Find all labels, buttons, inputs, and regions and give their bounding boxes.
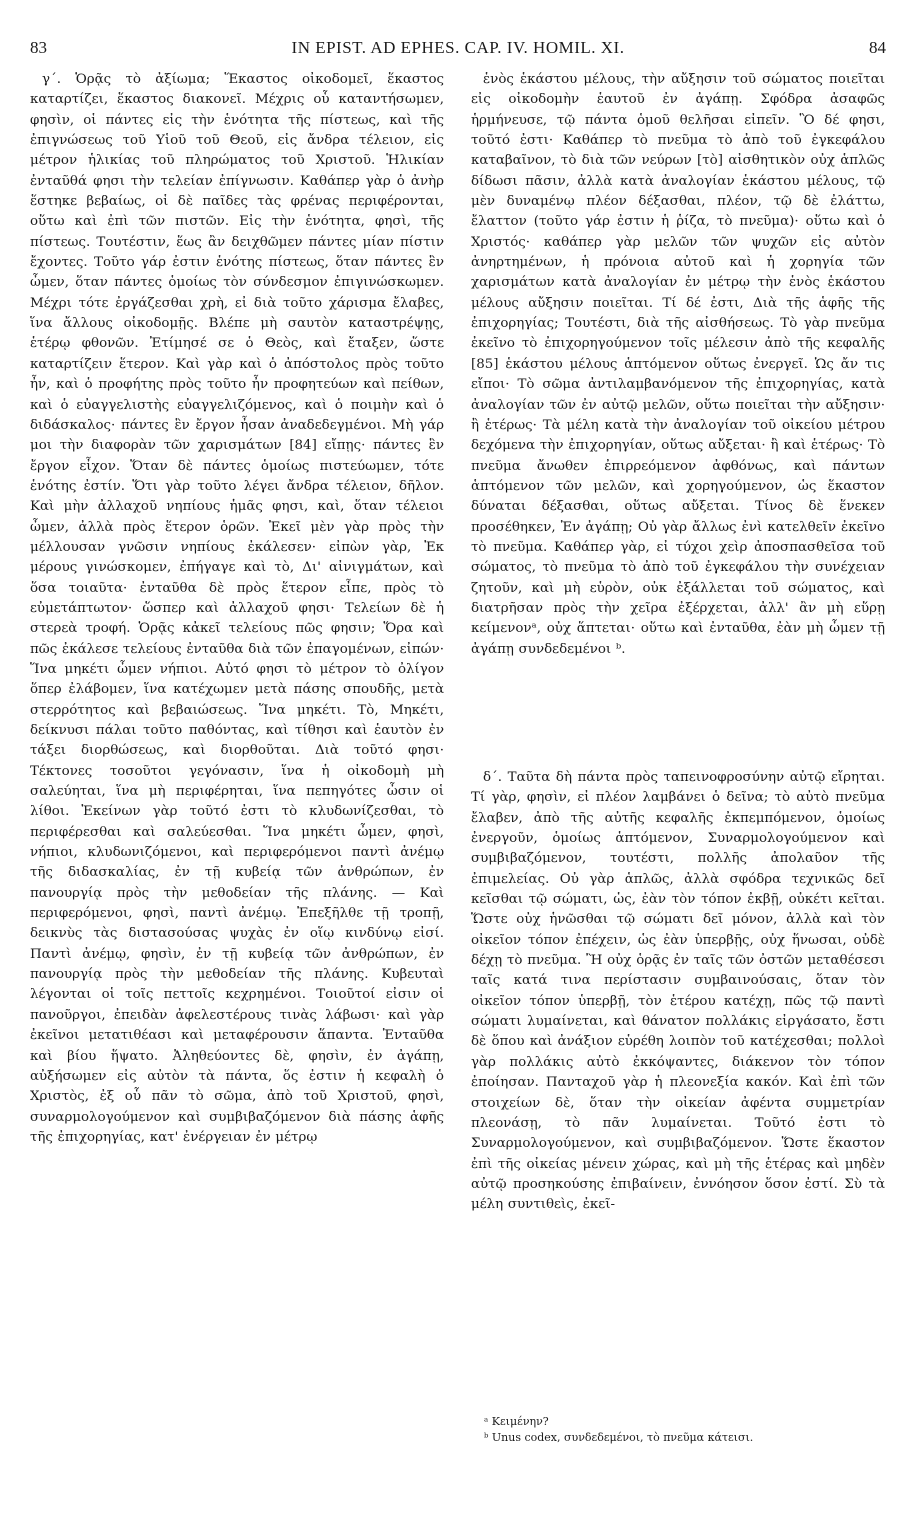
- footnote-b: ᵇ Unus codex, συνδεδεμένοι, τὸ πνεῦμα κάτεισι.: [484, 1431, 754, 1444]
- page-number-left: 83: [30, 38, 47, 57]
- paragraph-delta: δ΄. Ταῦτα δὴ πάντα πρὸς ταπεινοφροσύνην αὐτῷ εἴρηται. Τί γὰρ, φησὶν, εἰ πλέον λαμβάνει ὁ δεῖνα; τὸ αὐτὸ πνεῦμα ἔλαβεν, ἀπὸ τῆς αὐτῆς κεφαλῆς ἐκπεμπόμενον, ὁμοίως ἐνεργοῦν, ὁμοίως ἁπτόμενον, Συναρμολογούμενον καὶ συμβιβαζόμενον, τουτέστι, πολλῆς ἀπολαῦον τῆς ἐπιμελείας. Οὐ γὰρ ἁπλῶς, ἀλλὰ σφόδρα τεχνικῶς δεῖ κεῖσθαι τῷ σώματι, ὡς, ἐὰν τὸν τόπον ἐκβῇ, οὐκέτι κεῖται. Ὥστε οὐχ ἡνῶσθαι τῷ σώματι δεῖ μόνον, ἀλλὰ καὶ τὸν οἰκεῖον τόπον ἐπέχειν, ὡς ἐὰν ὑπερβῇς, οὐχ ἥνωσαι, οὐδὲ δέχῃ τὸ πνεῦμα. Ἢ οὐχ ὁρᾷς ἐν ταῖς τῶν ὀστῶν μεταθέσεσι ταῖς κατά τινα περίστασιν συμβαινούσαις, ὅταν τὸν οἰκεῖον τόπον ὑπερβῇ, τὸν ἑτέρου κατέχῃ, πῶς τῷ παντὶ σώματι λυμαίνεται, καὶ θάνατον πολλάκις εἰργάσατο, ἔστι δὲ ὅπου καὶ ἀνάξιον εὑρέθη λοιπὸν τοῦ κατέχεσθαι; πολλοὶ γὰρ πολλάκις αὐτὸ ἐκκόψαντες, διάκενον τὸν τόπον ἐποίησαν. Πανταχοῦ γὰρ ἡ πλεονεξία κακόν. Καὶ ἐπὶ τῶν στοιχείων δὲ, ὅταν τὴν οἰκείαν ἀφέντα συμμετρίαν πλεονάσῃ, τὸ πᾶν λυμαίνεται. Τοῦτό ἐστι τὸ Συναρμολογούμενον, καὶ συμβιβαζόμενον. Ὥστε ἕκαστον ἐπὶ τῆς οἰκείας μένειν χώρας, καὶ μὴ τῆς ἑτέρας καὶ μηδὲν αὐτῷ προσηκούσης ἐπιβαίνειν, ἐννόησον ὅσον ἐστί. Σὺ τὰ μέλη συντιθεὶς, ἐκεῖ-: [471, 770, 885, 1213]
- running-title: IN EPIST. AD EPHES. CAP. IV. HOMIL. XI.: [291, 38, 625, 57]
- footnotes: [484, 1414, 884, 1446]
- right-column-bottom: [471, 768, 885, 1216]
- left-column: [30, 70, 444, 1148]
- page-header: [30, 38, 886, 62]
- footnote-a: ᵃ Κειμένην?: [484, 1415, 549, 1428]
- right-column-top: [471, 70, 885, 660]
- page-number-right: 84: [869, 38, 886, 57]
- paragraph-continued: ἑνὸς ἑκάστου μέλους, τὴν αὔξησιν τοῦ σώματος ποιεῖται εἰς οἰκοδομὴν ἑαυτοῦ ἐν ἀγάπῃ. Σφόδρα ἀσαφῶς ἡρμήνευσε, τῷ πάντα ὁμοῦ θελῆσαι εἰπεῖν. Ὃ δέ φησι, τοῦτό ἐστι· Καθάπερ τὸ πνεῦμα τὸ ἀπὸ τοῦ ἐγκεφάλου καταβαῖνον, τὸ διὰ τῶν νεύρων [τὸ] αἰσθητικὸν οὐχ ἁπλῶς δίδωσι πᾶσιν, ἀλλὰ κατὰ ἀναλογίαν ἑκάστου μέλους, τῷ μὲν δυναμένῳ πλέον δέξασθαι, πλέον, τῷ δὲ ἐλάττω, ἔλαττον (τοῦτο γάρ ἐστιν ἡ ῥίζα, τὸ πνεῦμα)· οὕτω καὶ ὁ Χριστός· καθάπερ γὰρ μελῶν τῶν ψυχῶν εἰς αὐτὸν ἀνηρτημένων, ἡ πρόνοια αὐτοῦ καὶ ἡ χορηγία τῶν χαρισμάτων κατὰ ἀναλογίαν ἐν μέτρῳ τὴν ἑνὸς ἑκάστου μέλους αὔξησιν ποιεῖται. Τί δέ ἐστι, Διὰ τῆς ἁφῆς τῆς ἐπιχορηγίας; Τουτέστι, διὰ τῆς αἰσθήσεως. Τὸ γὰρ πνεῦμα ἐκεῖνο τὸ ἐπιχορηγούμενον τοῖς μέλεσιν ἀπὸ τῆς κεφαλῆς [85] ἑκάστου μέλους ἁπτόμενον οὕτως ἐνεργεῖ. Ὡς ἄν τις εἴποι· Τὸ σῶμα ἀντιλαμβανόμενον τῆς ἐπιχορηγίας, κατὰ ἀναλογίαν τῶν ἐν αὐτῷ μελῶν, οὕτω ποιεῖται τὴν αὔξησιν· ἢ ἑτέρως· Τὰ μέλη κατὰ τὴν ἀναλογίαν τοῦ οἰκείου μέτρου δεχόμενα τὴν ἐπιχορηγίαν, οὕτως αὔξεται· ἢ καὶ ἑτέρως· Τὸ πνεῦμα ἄνωθεν ἐπιρρεόμενον ἀφθόνως, καὶ πάντων ἁπτόμενον τῶν μελῶν, καὶ χορηγούμενον, ὡς ἕκαστον δύναται δέξασθαι, οὕτως αὔξεται. Τίνος δὲ ἕνεκεν προσέθηκεν, Ἐν ἀγάπῃ; Οὐ γὰρ ἄλλως ἐνὶ κατελθεῖν ἐκεῖνο τὸ πνεῦμα. Καθάπερ γὰρ, εἰ τύχοι χεὶρ ἀποσπασθεῖσα τοῦ σώματος, τὸ πνεῦμα τὸ ἀπὸ τοῦ ἐγκεφάλου τὴν συνέχειαν ζητοῦν, καὶ μὴ εὑρὸν, οὐκ ἐξάλλεται τοῦ σώματος, καὶ διατρῆσαν πρὸς τὴν χεῖρα ἐξέρχεται, ἀλλ' ἂν μὴ εὕρῃ κείμενονᵃ, οὐχ ἅπτεται· οὕτω καὶ ἐνταῦθα, ἐὰν μὴ ὦμεν τῇ ἀγάπῃ συνδεδεμένοι ᵇ.: [471, 72, 885, 657]
- paragraph-gamma: γ΄. Ὁρᾷς τὸ ἀξίωμα; Ἕκαστος οἰκοδομεῖ, ἕκαστος καταρτίζει, ἕκαστος διακονεῖ. Μέχρις οὗ καταντήσωμεν, φησὶν, οἱ πάντες εἰς τὴν ἑνότητα τῆς πίστεως, καὶ τῆς ἐπιγνώσεως τοῦ Υἱοῦ τοῦ Θεοῦ, εἰς ἄνδρα τέλειον, εἰς μέτρον ἡλικίας τοῦ πληρώματος τοῦ Χριστοῦ. Ἡλικίαν ἐνταῦθά φησι τὴν τελείαν ἐπίγνωσιν. Καθάπερ γὰρ ὁ ἀνὴρ ἕστηκε βεβαίως, οἱ δὲ παῖδες τὰς φρένας περιφέρονται, οὕτω καὶ ἐπὶ τῶν πιστῶν. Εἰς τὴν ἑνότητα, φησὶ, τῆς πίστεως. Τουτέστιν, ἕως ἂν δειχθῶμεν πάντες μίαν πίστιν ἔχοντες. Τοῦτο γάρ ἐστιν ἑνότης πίστεως, ὅταν πάντες ἓν ὦμεν, ὅταν πάντες ὁμοίως τὸν σύνδεσμον ἐπιγινώσκωμεν. Μέχρι τότε ἐργάζεσθαι χρὴ, εἰ διὰ τοῦτο χάρισμα ἔλαβες, ἵνα ἄλλους οἰκοδομῇς. Βλέπε μὴ σαυτὸν καταστρέψῃς, ἑτέρῳ φθονῶν. Ἐτίμησέ σε ὁ Θεὸς, καὶ ἔταξεν, ὥστε καταρτίζειν ἕτερον. Καὶ γὰρ καὶ ὁ ἀπόστολος πρὸς τοῦτο ἦν, καὶ ὁ προφήτης πρὸς τοῦτο ἦν προφητεύων καὶ πείθων, καὶ ὁ εὐαγγελιστὴς εὐαγγελιζόμενος, καὶ ὁ ποιμὴν καὶ ὁ διδάσκαλος· πάντες ἓν ἔργον ἦσαν ἀναδεδεγμένοι. Μὴ γάρ μοι τὴν διαφορὰν τῶν χαρισμάτων [84] εἴπῃς· πάντες ἓν ἔργον εἶχον. Ὅταν δὲ πάντες ὁμοίως πιστεύωμεν, τότε ἑνότης ἐστίν. Ὅτι γὰρ τοῦτο λέγει ἄνδρα τέλειον, δῆλον. Καὶ μὴν ἀλλαχοῦ νηπίους ἡμᾶς φησι, καὶ, ὅταν τέλειοι ὦμεν, ἀλλὰ πρὸς ἕτερον ὁρῶν. Ἐκεῖ μὲν γὰρ πρὸς τὴν μέλλουσαν γνῶσιν νηπίους ἐκάλεσεν· εἰπὼν γὰρ, Ἐκ μέρους γινώσκομεν, ἐπήγαγε καὶ τὸ, Δι' αἰνιγμάτων, καὶ ὅσα τοιαῦτα· ἐνταῦθα δὲ πρὸς ἕτερον εἶπε, πρὸς τὸ εὐμετάπτωτον· ὥσπερ καὶ ἀλλαχοῦ φησι· Τελείων δὲ ἡ στερεὰ τροφή. Ὁρᾷς κἀκεῖ τελείους πῶς φησιν; Ὅρα καὶ πῶς ἐκάλεσε τελείους ἐνταῦθα διὰ τῶν ἐπαγομένων, εἰπών· Ἵνα μηκέτι ὦμεν νήπιοι. Αὐτό φησι τὸ μέτρον τὸ ὀλίγον ὅπερ ἐλάβομεν, ἵνα κατέχωμεν μετὰ πάσης σπουδῆς, μετὰ στερρότητος καὶ βεβαιώσεως. Ἵνα μηκέτι. Τὸ, Μηκέτι, δείκνυσι πάλαι τοῦτο παθόντας, καὶ τίθησι καὶ ἑαυτὸν ἐν τάξει διορθώσεως, καὶ διορθοῦται. Διὰ τοῦτό φησι· Τέκτονες τοσοῦτοι γεγόνασιν, ἵνα ἡ οἰκοδομὴ μὴ σαλεύηται, ἵνα μὴ περιφέρηται, ἵνα πεπηγότες ὦσιν οἱ λίθοι. Ἐκείνων γὰρ τοῦτό ἐστι τὸ κλυδωνίζεσθαι, τὸ περιφέρεσθαι καὶ σαλεύεσθαι. Ἵνα μηκέτι ὦμεν, φησὶ, νήπιοι, κλυδωνιζόμενοι, καὶ περιφερόμενοι παντὶ ἀνέμῳ τῆς διδασκαλίας, ἐν τῇ κυβείᾳ τῶν ἀνθρώπων, ἐν πανουργίᾳ πρὸς τὴν μεθοδείαν τῆς πλάνης. — Καὶ περιφερόμενοι, φησὶ, παντὶ ἀνέμῳ. Ἐπεξῆλθε τῇ τροπῇ, δεικνὺς τὰς διστασούσας ψυχὰς ἐν οἵῳ κινδύνῳ εἰσί. Παντὶ ἀνέμῳ, φησὶν, ἐν τῇ κυβείᾳ τῶν ἀνθρώπων, ἐν πανουργίᾳ πρὸς τὴν μεθοδείαν τῆς πλάνης. Κυβευταὶ λέγονται οἱ τοῖς πεττοῖς κεχρημένοι. Τοιοῦτοί εἰσιν οἱ πανοῦργοι, ἐπειδὰν ἀφελεστέρους τινὰς λάβωσι· καὶ γὰρ ἐκεῖνοι μετατιθέασι καὶ μεταφέρουσιν ἅπαντα. Ἐνταῦθα καὶ βίου ἥψατο. Ἀληθεύοντες δὲ, φησὶν, ἐν ἀγάπῃ, αὐξήσωμεν εἰς αὐτὸν τὰ πάντα, ὅς ἐστιν ἡ κεφαλὴ ὁ Χριστὸς, ἐξ οὗ πᾶν τὸ σῶμα, ἀπὸ τοῦ Χριστοῦ, φησὶ, συναρμολογούμενον καὶ συμβιβαζόμενον διὰ πάσης ἁφῆς τῆς ἐπιχορηγίας, κατ' ἐνέργειαν ἐν μέτρῳ: [30, 72, 444, 1145]
